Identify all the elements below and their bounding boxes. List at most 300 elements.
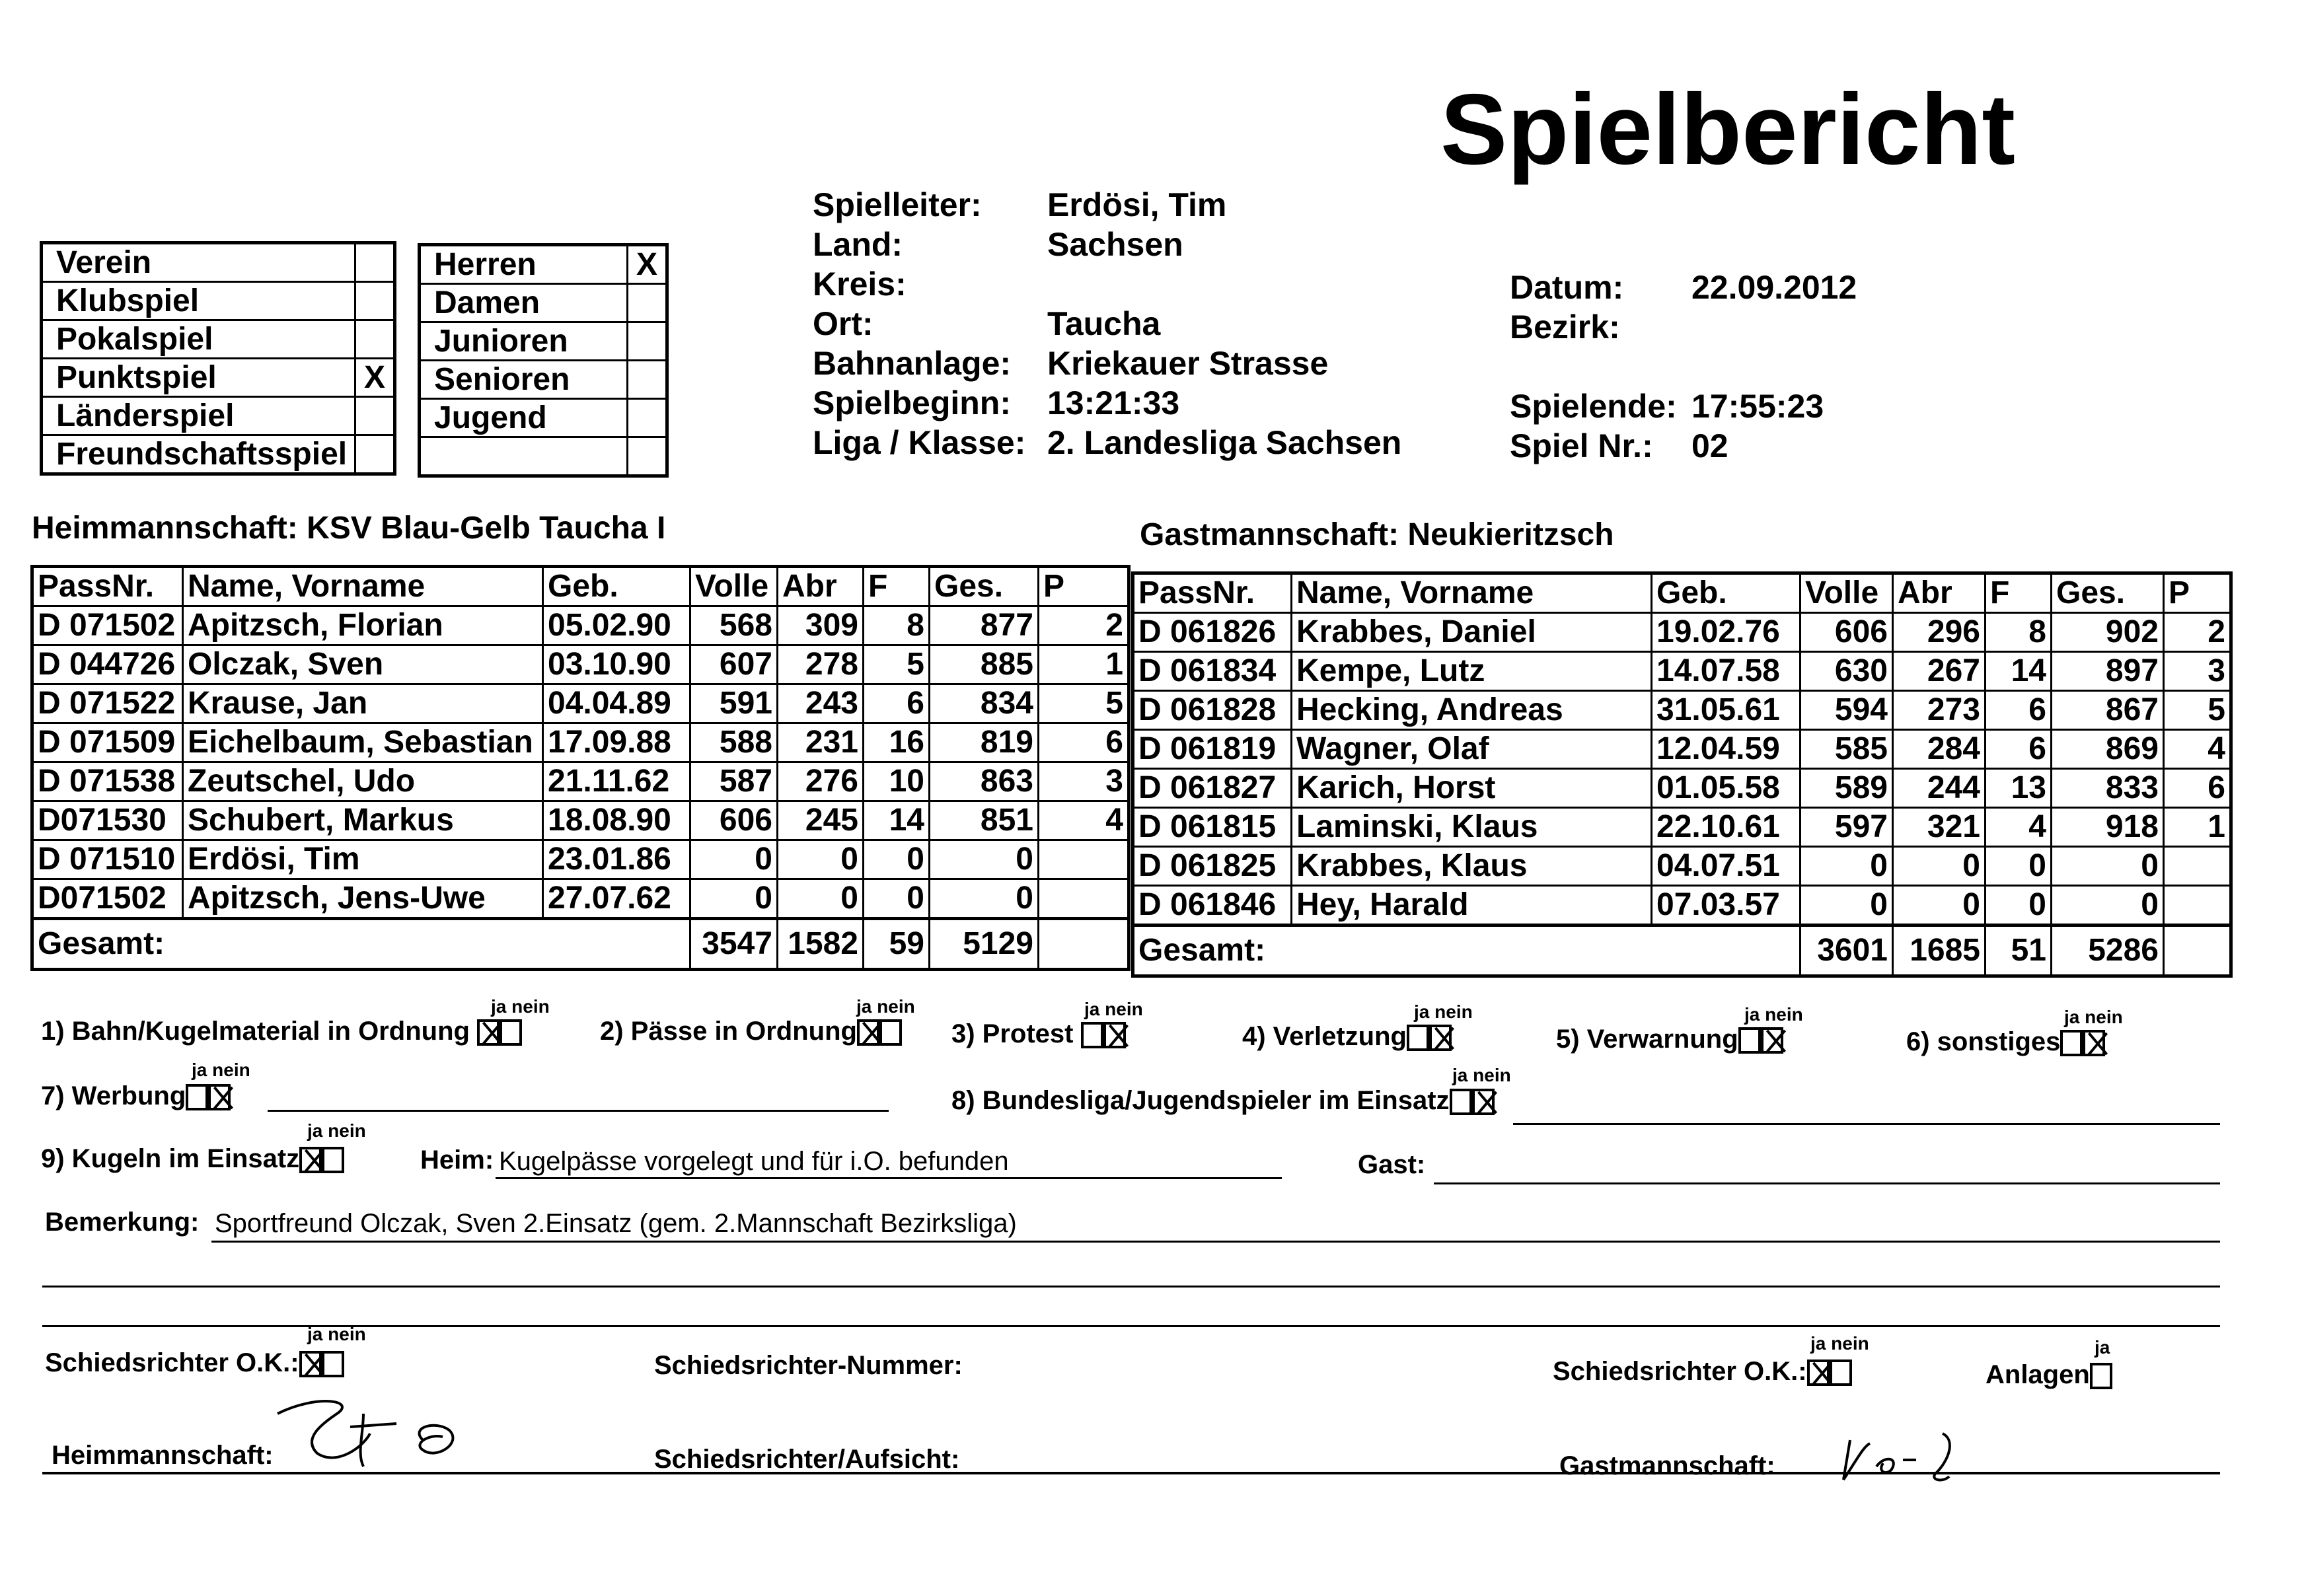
home-total-p [1039,919,1129,970]
gastmannschaft-signature-label: Gastmannschaft: [1559,1451,1775,1480]
guest-cell-geb: 07.03.57 [1652,886,1801,925]
anlagen-ja-checkbox[interactable] [2090,1363,2112,1389]
col-passnr: PassNr. [32,567,183,606]
home-player-row [32,801,1129,840]
guest-cell-p: 1 [2164,808,2231,847]
home-cell-passnr: D 071522 [32,684,183,723]
home-cell-geb: 21.11.62 [543,762,690,801]
guest-total-ges: 5286 [2052,925,2164,976]
game-type-box [40,241,396,476]
bemerkung-value: Sportfreund Olczak, Sven 2.Einsatz (gem. 2.Mannschaft Bezirksliga) [215,1209,1017,1238]
guest-cell-ges: 918 [2052,808,2164,847]
bemerkung-line-1 [211,1241,2220,1243]
home-cell-ges: 863 [930,762,1039,801]
kreis-label: Kreis: [813,266,907,303]
home-cell-name: Krause, Jan [183,684,543,723]
home-cell-name: Schubert, Markus [183,801,543,840]
guest-cell-geb: 31.05.61 [1652,691,1801,730]
home-player-row [32,762,1129,801]
guest-cell-f: 4 [1986,808,2052,847]
guest-cell-name: Wagner, Olaf [1292,730,1652,769]
category-damen-mark[interactable] [628,284,667,322]
home-player-row [32,723,1129,762]
home-cell-p [1039,840,1129,879]
guest-cell-p [2164,886,2231,925]
col-geb: Geb. [1652,573,1801,613]
match-info-end [1510,386,1824,466]
spielleiter-label: Spielleiter: [813,186,982,223]
guest-cell-abr: 0 [1893,847,1986,886]
guest-cell-volle: 0 [1801,847,1893,886]
game-type-verein-mark[interactable] [355,243,395,282]
col-p: P [1039,567,1129,606]
home-cell-p: 6 [1039,723,1129,762]
question-4-ja-checkbox[interactable] [1407,1025,1429,1051]
question-4-nein-checkbox[interactable] [1429,1025,1452,1051]
home-cell-ges: 834 [930,684,1039,723]
home-cell-volle: 607 [690,645,778,684]
question-7-line [268,1110,889,1112]
schiri-ok-left-ja-checkbox[interactable] [299,1351,322,1377]
home-total-ges: 5129 [930,919,1039,970]
home-cell-name: Zeutschel, Udo [183,762,543,801]
guest-cell-volle: 585 [1801,730,1893,769]
question-1 [41,1016,522,1046]
question-7-nein-checkbox[interactable] [208,1084,231,1110]
col-f: F [864,567,930,606]
land-label: Land: [813,226,903,263]
home-cell-f: 8 [864,606,930,645]
question-5-nein-checkbox[interactable] [1761,1027,1783,1054]
spielleiter-value: Erdösi, Tim [1047,186,1227,223]
home-cell-passnr: D071502 [32,879,183,919]
guest-cell-passnr: D 061815 [1133,808,1292,847]
home-cell-passnr: D 071509 [32,723,183,762]
liga-label: Liga / Klasse: [813,424,1026,461]
question-8-nein-checkbox[interactable] [1472,1089,1495,1115]
home-cell-f: 5 [864,645,930,684]
question-2-ja-nein: ja nein [856,996,915,1017]
question-3-label: 3) Protest [951,1019,1074,1048]
heimmannschaft-signature-label: Heimmannschaft: [52,1441,274,1470]
spielnr-label: Spiel Nr.: [1510,427,1653,464]
game-type-freundschaftsspiel: Freundschaftsspiel [42,435,355,474]
question-2 [600,1016,902,1046]
home-cell-geb: 04.04.89 [543,684,690,723]
home-cell-p: 3 [1039,762,1129,801]
home-cell-volle: 587 [690,762,778,801]
home-cell-p [1039,879,1129,919]
home-cell-ges: 0 [930,840,1039,879]
anlagen [1986,1360,2112,1390]
home-cell-ges: 819 [930,723,1039,762]
home-cell-abr: 0 [778,879,864,919]
col-volle: Volle [1801,573,1893,613]
guest-cell-geb: 14.07.58 [1652,652,1801,691]
question-3 [951,1019,1126,1049]
guest-cell-f: 6 [1986,691,2052,730]
home-cell-abr: 231 [778,723,864,762]
question-4-ja-nein: ja nein [1414,1001,1473,1022]
home-cell-volle: 588 [690,723,778,762]
home-cell-ges: 851 [930,801,1039,840]
question-9-ja-nein: ja nein [307,1120,366,1141]
guest-cell-p: 6 [2164,769,2231,808]
guest-team-label: Gastmannschaft: Neukieritzsch [1140,517,1614,552]
category-herren: Herren [420,245,628,284]
schiri-ok-left-nein-checkbox[interactable] [322,1351,344,1377]
category-damen: Damen [420,284,628,322]
category-senioren: Senioren [420,361,628,399]
guest-cell-passnr: D 061846 [1133,886,1292,925]
game-type-pokalspiel-mark[interactable] [355,320,395,359]
heim-note: Kugelpässe vorgelegt und für i.O. befunden [499,1147,1009,1176]
category-box [418,243,669,478]
guest-players-table [1131,571,2233,978]
home-cell-f: 0 [864,879,930,919]
home-total-abr: 1582 [778,919,864,970]
bemerkung-line-3 [42,1325,2220,1327]
home-cell-geb: 27.07.62 [543,879,690,919]
guest-total-p [2164,925,2231,976]
guest-cell-geb: 04.07.51 [1652,847,1801,886]
guest-cell-geb: 22.10.61 [1652,808,1801,847]
category-junioren: Junioren [420,322,628,361]
home-cell-ges: 885 [930,645,1039,684]
guest-cell-ges: 833 [2052,769,2164,808]
home-cell-geb: 03.10.90 [543,645,690,684]
guest-player-row [1133,691,2231,730]
schiri-ok-left [45,1348,344,1378]
question-9-label: 9) Kugeln im Einsatz [41,1144,300,1173]
guest-cell-ges: 869 [2052,730,2164,769]
guest-cell-f: 8 [1986,613,2052,652]
guest-cell-name: Laminski, Klaus [1292,808,1652,847]
guest-cell-abr: 321 [1893,808,1986,847]
schiri-ok-right-ja-nein: ja nein [1810,1333,1869,1354]
game-type-laenderspiel: Länderspiel [42,397,355,435]
bahnanlage-value: Kriekauer Strasse [1047,345,1329,382]
col-ges: Ges. [2052,573,2164,613]
home-total-f: 59 [864,919,930,970]
home-player-row [32,840,1129,879]
guest-player-row [1133,847,2231,886]
home-cell-passnr: D 071510 [32,840,183,879]
guest-cell-ges: 0 [2052,847,2164,886]
guest-cell-volle: 0 [1801,886,1893,925]
guest-cell-name: Kempe, Lutz [1292,652,1652,691]
game-type-verein: Verein [42,243,355,282]
guest-cell-abr: 244 [1893,769,1986,808]
guest-cell-f: 0 [1986,886,2052,925]
guest-player-row [1133,886,2231,925]
question-5-label: 5) Verwarnung [1556,1025,1738,1054]
guest-player-row [1133,769,2231,808]
question-9-nein-checkbox[interactable] [322,1147,344,1173]
col-abr: Abr [1893,573,1986,613]
question-3-ja-checkbox[interactable] [1081,1022,1103,1048]
col-ges: Ges. [930,567,1039,606]
col-passnr: PassNr. [1133,573,1292,613]
guest-cell-geb: 19.02.76 [1652,613,1801,652]
home-cell-volle: 0 [690,879,778,919]
col-name: Name, Vorname [1292,573,1652,613]
home-cell-passnr: D 071502 [32,606,183,645]
guest-total-volle: 3601 [1801,925,1893,976]
guest-cell-passnr: D 061827 [1133,769,1292,808]
datum-value: 22.09.2012 [1691,269,1857,306]
home-cell-f: 14 [864,801,930,840]
home-cell-f: 0 [864,840,930,879]
category-senioren-mark[interactable] [628,361,667,399]
guest-cell-volle: 589 [1801,769,1893,808]
game-type-laenderspiel-mark[interactable] [355,397,395,435]
ort-value: Taucha [1047,305,1161,342]
guest-cell-ges: 897 [2052,652,2164,691]
guest-cell-passnr: D 061834 [1133,652,1292,691]
guest-total-f: 51 [1986,925,2052,976]
schiri-ok-right-nein-checkbox[interactable] [1830,1360,1852,1386]
question-7-ja-checkbox[interactable] [186,1084,208,1110]
spielbeginn-value: 13:21:33 [1047,384,1180,421]
schiri-ok-right [1553,1356,1852,1387]
guest-cell-name: Krabbes, Klaus [1292,847,1652,886]
home-player-row [32,684,1129,723]
question-2-ja-checkbox[interactable] [857,1019,879,1046]
guest-total-abr: 1685 [1893,925,1986,976]
home-cell-f: 16 [864,723,930,762]
guest-cell-passnr: D 061828 [1133,691,1292,730]
question-4-label: 4) Verletzung [1242,1022,1407,1051]
bemerkung-line-2 [42,1286,2220,1288]
guest-cell-p: 4 [2164,730,2231,769]
question-9 [41,1143,344,1174]
home-cell-geb: 05.02.90 [543,606,690,645]
heim-line [496,1177,1282,1179]
game-type-pokalspiel: Pokalspiel [42,320,355,359]
home-cell-geb: 18.08.90 [543,801,690,840]
question-5-ja-nein: ja nein [1744,1004,1803,1025]
category-empty [420,437,628,476]
question-2-label: 2) Pässe in Ordnung [600,1017,857,1046]
home-cell-abr: 245 [778,801,864,840]
guest-cell-abr: 267 [1893,652,1986,691]
question-8-ja-checkbox[interactable] [1450,1089,1472,1115]
home-player-row [32,645,1129,684]
question-3-ja-nein: ja nein [1084,999,1143,1019]
guest-cell-p: 3 [2164,652,2231,691]
col-p: P [2164,573,2231,613]
col-name: Name, Vorname [183,567,543,606]
guest-cell-volle: 597 [1801,808,1893,847]
schiri-ok-left-label: Schiedsrichter O.K.: [45,1348,299,1377]
guest-player-row [1133,808,2231,847]
guest-cell-name: Hecking, Andreas [1292,691,1652,730]
category-jugend-mark[interactable] [628,399,667,437]
home-cell-p: 4 [1039,801,1129,840]
guest-cell-abr: 296 [1893,613,1986,652]
home-cell-volle: 0 [690,840,778,879]
guest-cell-passnr: D 061825 [1133,847,1292,886]
question-7 [41,1081,231,1111]
home-cell-name: Erdösi, Tim [183,840,543,879]
home-total-row [32,919,1129,970]
schiri-ok-left-ja-nein: ja nein [307,1324,366,1344]
home-cell-abr: 0 [778,840,864,879]
game-type-klubspiel-mark[interactable] [355,282,395,320]
guest-cell-name: Karich, Horst [1292,769,1652,808]
home-cell-abr: 278 [778,645,864,684]
home-cell-f: 10 [864,762,930,801]
home-cell-f: 6 [864,684,930,723]
question-1-nein-checkbox[interactable] [500,1019,522,1046]
home-cell-volle: 568 [690,606,778,645]
home-cell-p: 5 [1039,684,1129,723]
guest-cell-f: 13 [1986,769,2052,808]
signature-line [42,1472,2220,1474]
home-cell-geb: 17.09.88 [543,723,690,762]
category-jugend: Jugend [420,399,628,437]
guest-total-label: Gesamt: [1133,925,1801,976]
home-cell-abr: 309 [778,606,864,645]
col-f: F [1986,573,2052,613]
question-6 [1906,1027,2105,1057]
bezirk-label: Bezirk: [1510,308,1620,345]
schiri-ok-right-ja-checkbox[interactable] [1807,1360,1830,1386]
question-1-ja-checkbox[interactable] [477,1019,500,1046]
anlagen-label: Anlagen [1986,1360,2090,1389]
guest-cell-name: Krabbes, Daniel [1292,613,1652,652]
home-signature [264,1387,482,1480]
guest-cell-name: Hey, Harald [1292,886,1652,925]
spielbeginn-label: Spielbeginn: [813,384,1011,421]
home-cell-passnr: D 044726 [32,645,183,684]
game-type-freundschaftsspiel-mark[interactable] [355,435,395,474]
datum-label: Datum: [1510,269,1624,306]
home-player-row [32,606,1129,645]
question-3-nein-checkbox[interactable] [1103,1022,1126,1048]
guest-player-row [1133,613,2231,652]
guest-cell-ges: 0 [2052,886,2164,925]
home-cell-name: Apitzsch, Jens-Uwe [183,879,543,919]
home-cell-p: 2 [1039,606,1129,645]
question-6-ja-checkbox[interactable] [2060,1030,2083,1056]
home-cell-name: Olczak, Sven [183,645,543,684]
home-players-table [30,565,1131,971]
question-6-nein-checkbox[interactable] [2083,1030,2105,1056]
guest-cell-abr: 273 [1893,691,1986,730]
guest-total-row [1133,925,2231,976]
schiri-ok-right-label: Schiedsrichter O.K.: [1553,1357,1807,1386]
question-8-line [1513,1123,2220,1125]
bahnanlage-label: Bahnanlage: [813,345,1012,382]
question-7-ja-nein: ja nein [192,1060,250,1080]
guest-cell-abr: 284 [1893,730,1986,769]
guest-signature [1837,1420,1995,1493]
question-1-ja-nein: ja nein [491,996,550,1017]
guest-cell-volle: 606 [1801,613,1893,652]
question-8-ja-nein: ja nein [1452,1065,1511,1085]
guest-cell-passnr: D 061819 [1133,730,1292,769]
liga-value: 2. Landesliga Sachsen [1047,424,1402,461]
game-type-klubspiel: Klubspiel [42,282,355,320]
spielnr-value: 02 [1691,427,1728,464]
guest-player-row [1133,730,2231,769]
home-cell-volle: 606 [690,801,778,840]
question-6-label: 6) sonstiges [1906,1027,2061,1056]
question-9-ja-checkbox[interactable] [299,1147,322,1173]
heim-label: Heim: [420,1145,494,1175]
guest-cell-p: 2 [2164,613,2231,652]
match-info-right [1510,268,1857,347]
question-6-ja-nein: ja nein [2064,1007,2123,1027]
guest-cell-geb: 01.05.58 [1652,769,1801,808]
guest-cell-abr: 0 [1893,886,1986,925]
question-5 [1556,1024,1783,1054]
question-8-label: 8) Bundesliga/Jugendspieler im Einsatz [951,1086,1450,1115]
question-4 [1242,1021,1452,1052]
question-1-label: 1) Bahn/Kugelmaterial in Ordnung [41,1017,470,1046]
guest-cell-volle: 594 [1801,691,1893,730]
page-title: Spielbericht [1440,73,2015,186]
home-cell-passnr: D071530 [32,801,183,840]
bemerkung-label: Bemerkung: [45,1208,200,1237]
home-cell-p: 1 [1039,645,1129,684]
schiri-nummer: Schiedsrichter-Nummer: [654,1351,963,1380]
gast-line [1434,1182,2220,1184]
guest-cell-volle: 630 [1801,652,1893,691]
home-player-row [32,879,1129,919]
game-type-punktspiel: Punktspiel [42,359,355,397]
guest-cell-f: 14 [1986,652,2052,691]
col-abr: Abr [778,567,864,606]
ort-label: Ort: [813,305,873,342]
match-info-labels [813,185,1401,462]
game-type-punktspiel-mark[interactable]: X [355,359,395,397]
land-value: Sachsen [1047,226,1183,263]
guest-cell-ges: 902 [2052,613,2164,652]
guest-cell-passnr: D 061826 [1133,613,1292,652]
question-8 [951,1085,1495,1116]
home-team-label: Heimmannschaft: KSV Blau-Gelb Taucha I [32,511,666,546]
col-volle: Volle [690,567,778,606]
home-cell-ges: 877 [930,606,1039,645]
schiri-aufsicht-label: Schiedsrichter/Aufsicht: [654,1445,960,1474]
guest-cell-ges: 867 [2052,691,2164,730]
home-cell-name: Apitzsch, Florian [183,606,543,645]
spielende-label: Spielende: [1510,388,1677,425]
question-7-label: 7) Werbung [41,1081,186,1110]
home-cell-volle: 591 [690,684,778,723]
home-cell-name: Eichelbaum, Sebastian [183,723,543,762]
home-cell-abr: 243 [778,684,864,723]
category-empty-mark[interactable] [628,437,667,476]
home-total-label: Gesamt: [32,919,690,970]
home-cell-abr: 276 [778,762,864,801]
question-5-ja-checkbox[interactable] [1738,1027,1761,1054]
home-cell-ges: 0 [930,879,1039,919]
spielende-value: 17:55:23 [1691,388,1824,425]
category-junioren-mark[interactable] [628,322,667,361]
home-total-volle: 3547 [690,919,778,970]
question-2-nein-checkbox[interactable] [879,1019,902,1046]
guest-player-row [1133,652,2231,691]
home-cell-passnr: D 071538 [32,762,183,801]
guest-cell-p: 5 [2164,691,2231,730]
guest-cell-f: 6 [1986,730,2052,769]
col-geb: Geb. [543,567,690,606]
category-herren-mark[interactable]: X [628,245,667,284]
